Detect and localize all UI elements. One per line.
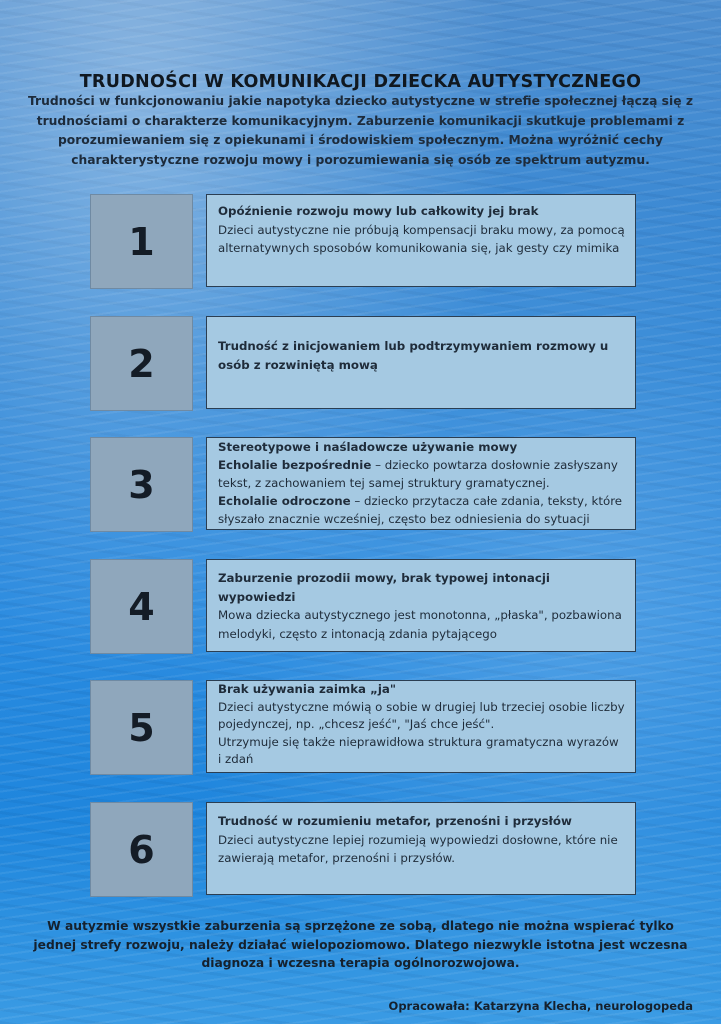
item-box-6	[206, 802, 636, 895]
item-number-5: 5	[90, 680, 193, 775]
item-heading-1: Opóźnienie rozwoju mowy lub całkowity jej brak	[218, 204, 539, 218]
intro-paragraph: Trudności w funkcjonowaniu jakie napotyka dziecko autystyczne w strefie społecznej łączą się z trudnościami o charakterze komunikacyjnym. Zaburzenie komunikacji skutkuje problemami z porozumiewaniem się z opiekunami i środowiskiem społecznym. Można wyróżnić cechy charakterystyczne rozwoju mowy i porozumiewania się osób ze spektrum autyzmu.	[28, 94, 693, 167]
item-number-6: 6	[90, 802, 193, 897]
item-heading-5: Brak używania zaimka „ja"	[218, 682, 397, 696]
page-title: TRUDNOŚCI W KOMUNIKACJI DZIECKA AUTYSTYCZNEGO	[79, 72, 642, 92]
item-def-3a: – dziecko powtarza dosłownie zasłyszany tekst, z zachowaniem tej samej struktury gramatycznej.	[218, 458, 618, 490]
item-heading-2: Trudność z inicjowaniem lub podtrzymywaniem rozmowy u osób z rozwiniętą mową	[218, 339, 609, 372]
item-text-3b	[218, 492, 625, 528]
item-text-6: Dzieci autystyczne lepiej rozumieją wypowiedzi dosłowne, które nie zawierają metafor, przenośni i przysłów.	[218, 832, 618, 865]
author-credit: Opracowała: Katarzyna Klecha, neurologopeda	[388, 999, 693, 1013]
item-text-4: Mowa dziecka autystycznego jest monotonna, „płaska", pozbawiona melodyki, często z intonacją zdania pytającego	[218, 608, 622, 641]
item-term-3b: Echolalie odroczone	[218, 494, 351, 508]
item-text-1: Dzieci autystyczne nie próbują kompensacji braku mowy, za pomocą alternatywnych sposobów komunikowania się, jak gesty czy mimika	[218, 222, 625, 255]
item-box-4	[206, 559, 636, 652]
item-box-1	[206, 194, 636, 287]
closing-paragraph: W autyzmie wszystkie zaburzenia są sprzężone ze sobą, dlatego nie można wspierać tylko jednej strefy rozwoju, należy działać wielopoziomowo. Dlatego niezwykle istotna jest wczesna diagnoza i wczesna terapia ogólnorozwojowa.	[33, 919, 688, 970]
item-heading-3: Stereotypowe i naśladowcze używanie mowy	[218, 440, 518, 454]
item-text-3a	[218, 456, 625, 492]
item-text-5b: Utrzymuje się także nieprawidłowa struktura gramatyczna wyrazów i zdań	[218, 734, 619, 766]
item-number-1: 1	[90, 194, 193, 289]
item-box-2	[206, 316, 636, 409]
item-text-5: Dzieci autystyczne mówią o sobie w drugiej lub trzeciej osobie liczby pojedynczej, np. „chcesz jeść", "Jaś chce jeść".	[218, 699, 625, 731]
item-number-2: 2	[90, 316, 193, 411]
item-heading-6: Trudność w rozumieniu metafor, przenośni i przysłów	[218, 814, 572, 828]
item-def-3b: – dziecko przytacza całe zdania, teksty, które słyszało znacznie wcześniej, często bez odniesienia do sytuacji	[218, 494, 623, 526]
item-term-3a: Echolalie bezpośrednie	[218, 458, 372, 472]
item-box-5	[206, 680, 636, 773]
item-box-3	[206, 437, 636, 530]
item-number-4: 4	[90, 559, 193, 654]
item-heading-4: Zaburzenie prozodii mowy, brak typowej intonacji wypowiedzi	[218, 571, 550, 604]
item-number-3: 3	[90, 437, 193, 532]
